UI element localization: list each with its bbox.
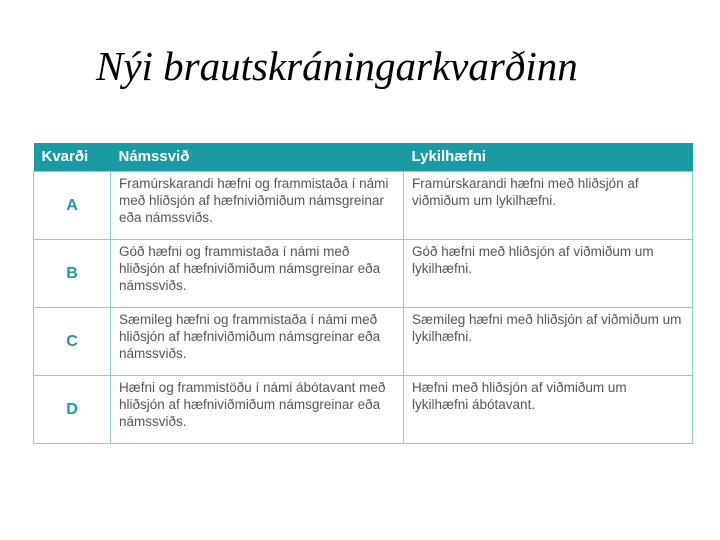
table-row [34,375,693,443]
grading-scale-table [33,143,693,444]
grade-letter: C [34,307,111,375]
header-key-competence: Lykilhæfni [411,148,486,166]
subject-description: Hæfni og frammistöðu í námi ábótavant með hliðsjón af hæfniviðmiðum námsgreinar eða námssviðs. [111,375,404,443]
header-subject-area: Námssvið [118,148,190,166]
subject-description: Góð hæfni og frammistaða í námi með hliðsjón af hæfniviðmiðum námsgreinar eða námssviðs. [111,239,404,307]
header-grade: Kvarði [41,148,89,166]
subject-description: Sæmileg hæfni og frammistaða í námi með hliðsjón af hæfniviðmiðum námsgreinar eða námssviðs. [111,307,404,375]
slide-title: Nýi brautskráningarkvarðinn [96,43,578,89]
key-competence-description: Góð hæfni með hliðsjón af viðmiðum um lykilhæfni. [404,239,693,307]
table-row [34,239,693,307]
table-header-row [34,143,693,171]
grade-letter: B [34,239,111,307]
key-competence-description: Framúrskarandi hæfni með hliðsjón af viðmiðum um lykilhæfni. [404,171,693,239]
table-row [34,307,693,375]
key-competence-description: Hæfni með hliðsjón af viðmiðum um lykilhæfni ábótavant. [404,375,693,443]
grade-letter: D [34,375,111,443]
subject-description: Framúrskarandi hæfni og frammistaða í námi með hliðsjón af hæfniviðmiðum námsgreinar eða námssviðs. [111,171,404,239]
key-competence-description: Sæmileg hæfni með hliðsjón af viðmiðum um lykilhæfni. [404,307,693,375]
table-row [34,171,693,239]
grade-letter: A [34,171,111,239]
